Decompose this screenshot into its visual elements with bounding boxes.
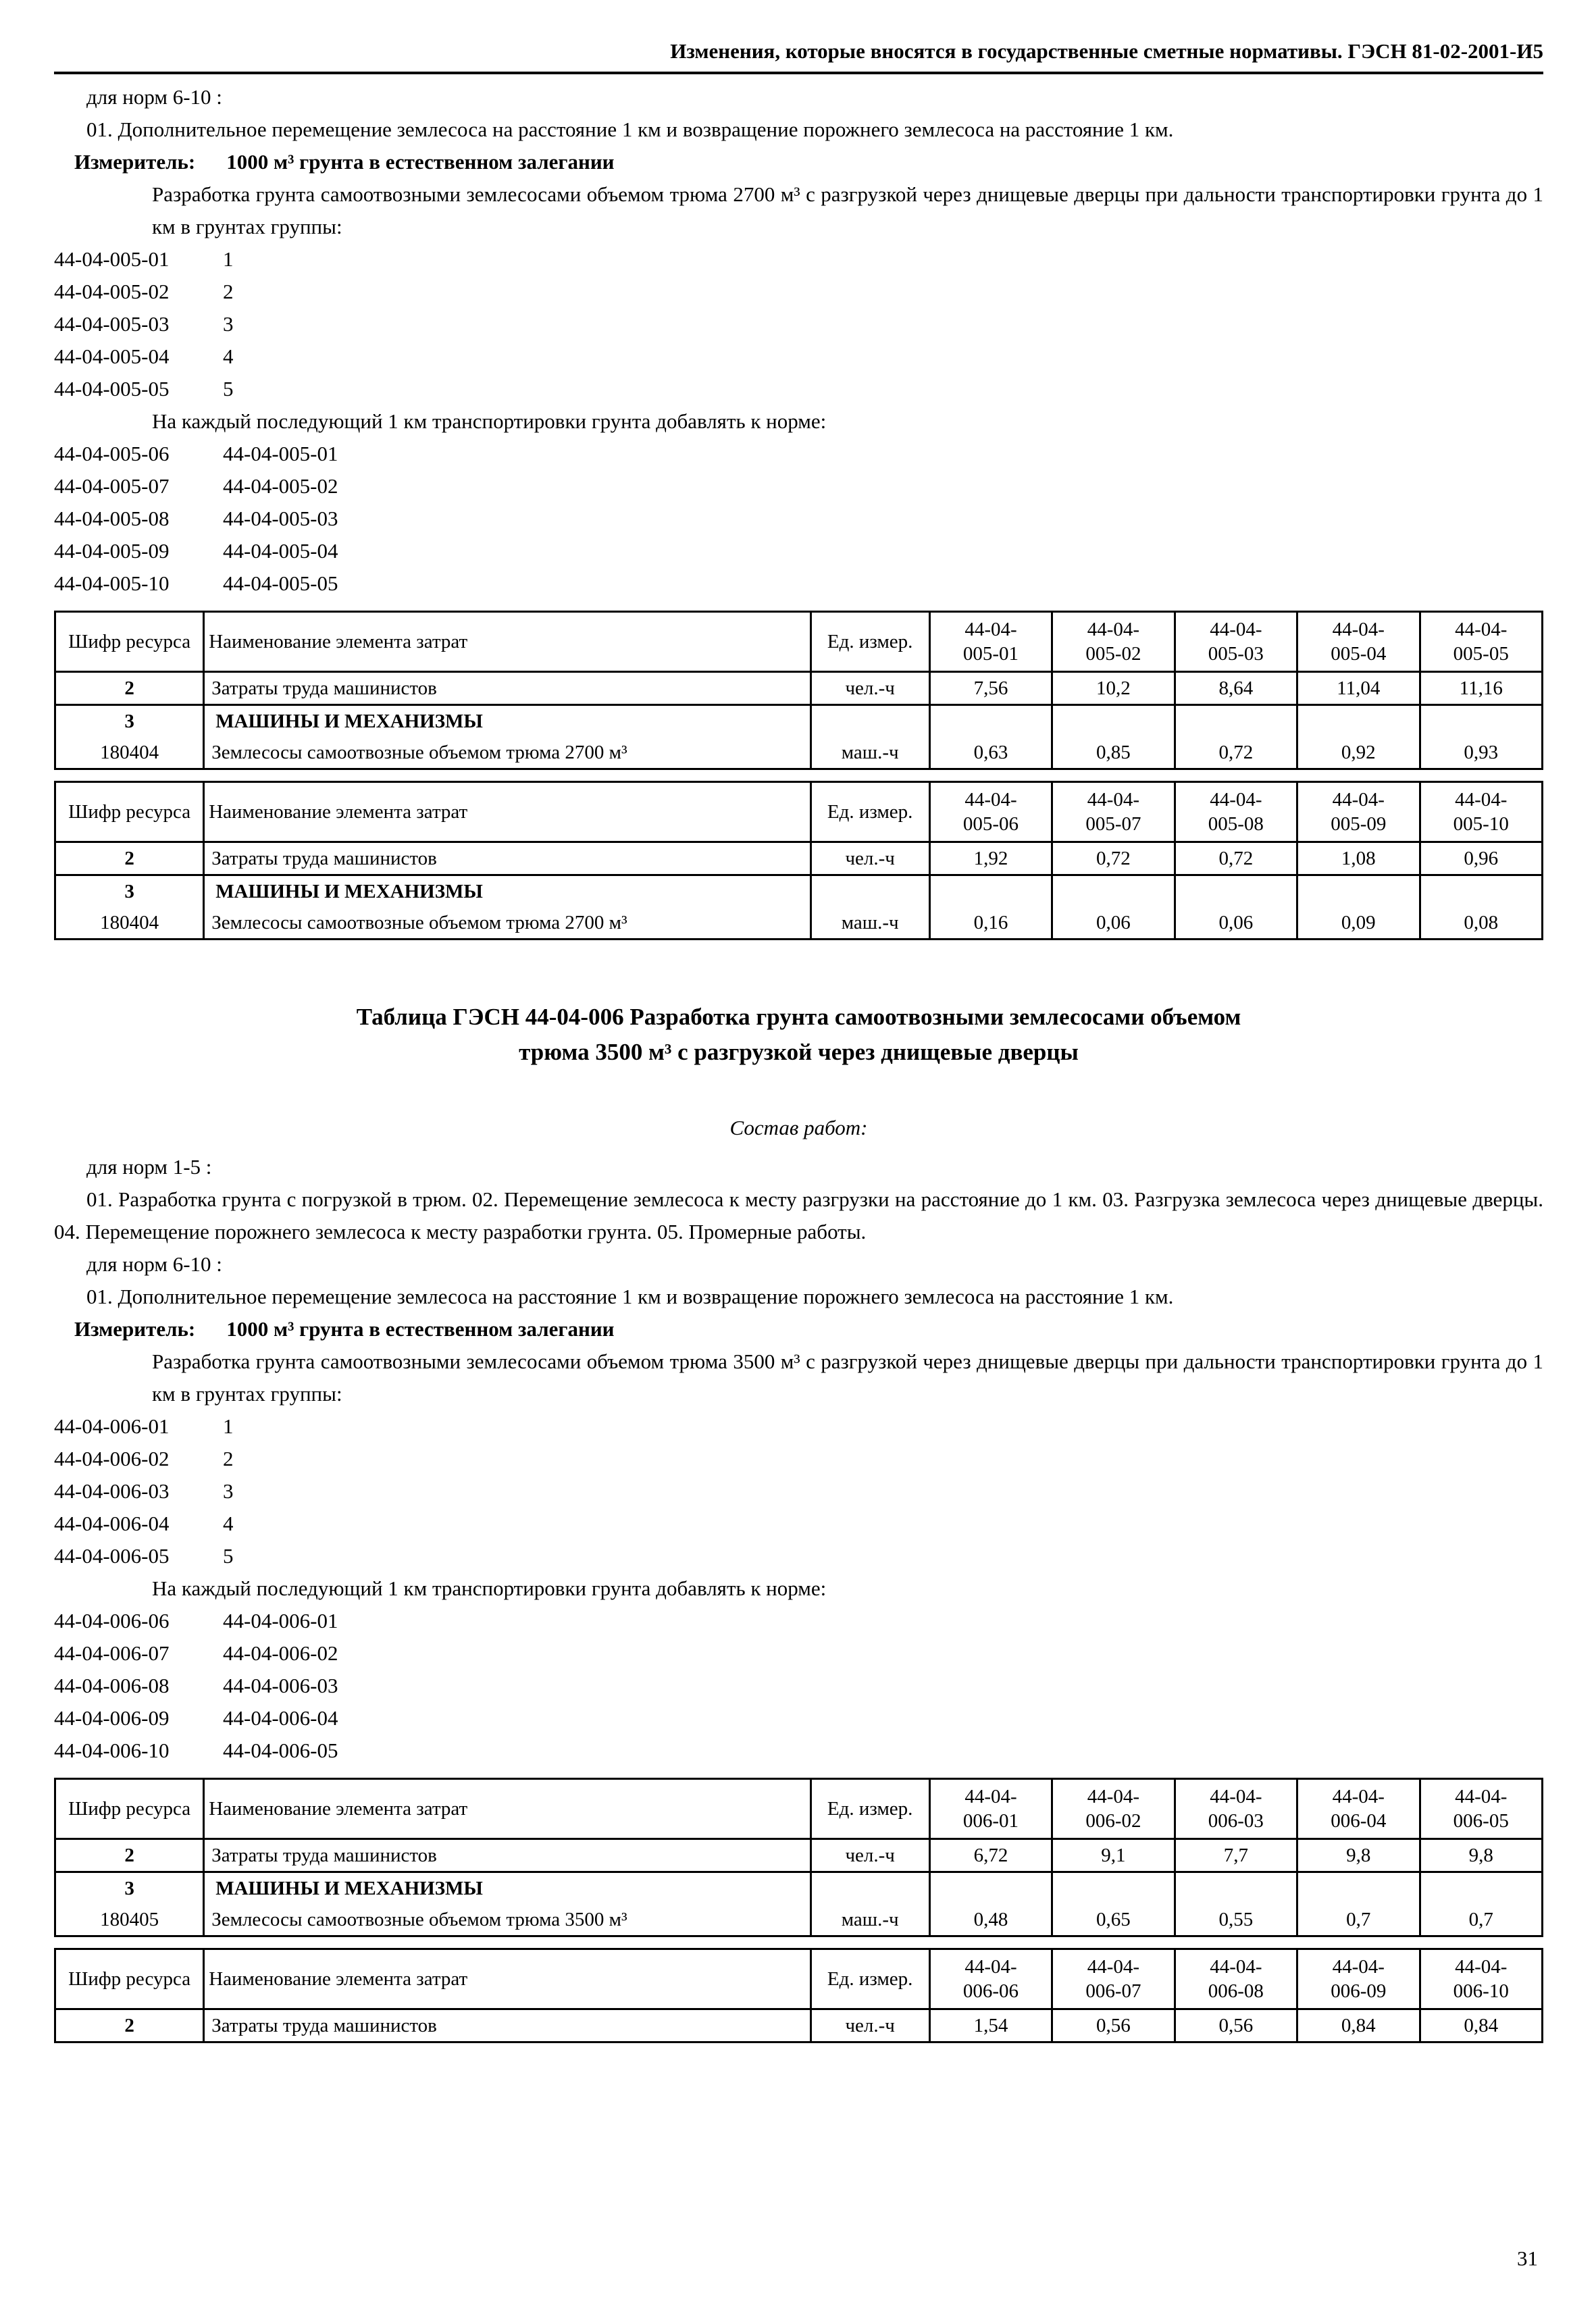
meter-line bbox=[54, 1313, 1543, 1345]
norm-code-row bbox=[54, 1670, 1543, 1702]
norm-code: 44-04-006-02 bbox=[54, 1447, 170, 1470]
value-cell: 0,93 bbox=[1420, 737, 1542, 769]
table-header-row bbox=[55, 782, 1543, 842]
norm-code-line: 44-04- bbox=[1332, 789, 1385, 811]
value-cell bbox=[929, 1872, 1052, 1905]
header-norm-code-cell bbox=[1420, 782, 1542, 842]
value-cell: 9,8 bbox=[1420, 1839, 1542, 1872]
norm-code: 44-04-005-01 bbox=[54, 247, 170, 271]
header-norm-code-cell bbox=[929, 1779, 1052, 1839]
norm-code-row bbox=[54, 1508, 1543, 1540]
norms-6-10-text: 01. Дополнительное перемещение землесоса на расстояние 1 км и возвращение порожнего землесоса на расстояние 1 км. bbox=[86, 118, 1174, 141]
value-cell: 0,16 bbox=[929, 907, 1052, 940]
norm-table-006-6-10 bbox=[54, 1948, 1543, 2043]
header-resource-cell: Шифр ресурса bbox=[55, 782, 204, 842]
norm-group-value: 3 bbox=[223, 1479, 234, 1503]
table-row-machine-resource bbox=[55, 737, 1543, 769]
cost-name-cell: Затраты труда машинистов bbox=[204, 672, 810, 705]
norm-code: 44-04-006-07 bbox=[54, 1641, 170, 1665]
header-norm-code-cell bbox=[1052, 1949, 1175, 2009]
value-cell bbox=[1175, 1872, 1297, 1905]
value-cell bbox=[1297, 1872, 1420, 1905]
header-resource-cell: Шифр ресурса bbox=[55, 612, 204, 672]
value-cell: 0,65 bbox=[1052, 1904, 1175, 1936]
value-cell bbox=[1420, 705, 1542, 738]
header-norm-code-cell bbox=[1175, 1949, 1297, 2009]
section-006 bbox=[54, 1151, 1543, 2043]
norm-code: 44-04-006-06 bbox=[54, 1609, 170, 1632]
value-cell: 0,72 bbox=[1175, 737, 1297, 769]
unit-cell: маш.-ч bbox=[810, 907, 929, 940]
table-row-labor bbox=[55, 842, 1543, 875]
value-cell: 0,08 bbox=[1420, 907, 1542, 940]
table-header-row bbox=[55, 1949, 1543, 2009]
norm-code-line: 006-09 bbox=[1331, 1980, 1387, 2002]
norm-code-row bbox=[54, 503, 1543, 535]
norm-code-row bbox=[54, 438, 1543, 470]
norm-code-row bbox=[54, 243, 1543, 276]
resource-code-cell: 3 bbox=[55, 1872, 204, 1905]
norm-code-line: 006-06 bbox=[962, 1980, 1019, 2002]
add-note: На каждый последующий 1 км транспортировки грунта добавлять к норме: bbox=[152, 409, 827, 433]
norm-code: 44-04-005-06 bbox=[54, 442, 170, 465]
norm-base-code: 44-04-006-04 bbox=[223, 1706, 338, 1730]
norm-code-row bbox=[54, 1702, 1543, 1734]
value-cell bbox=[1052, 705, 1175, 738]
unit-cell bbox=[810, 1872, 929, 1905]
resource-code-cell: 2 bbox=[55, 2009, 204, 2042]
norm-code: 44-04-006-09 bbox=[54, 1706, 170, 1730]
header-norm-code-cell bbox=[929, 782, 1052, 842]
norm-code-line: 44-04- bbox=[1210, 789, 1262, 811]
norm-code-line: 44-04- bbox=[1087, 1786, 1140, 1807]
value-cell: 0,09 bbox=[1297, 907, 1420, 940]
resource-code-cell: 2 bbox=[55, 842, 204, 875]
norm-code-line: 005-07 bbox=[1085, 813, 1141, 835]
value-cell bbox=[1297, 705, 1420, 738]
header-norm-code-cell bbox=[1420, 1949, 1542, 2009]
norm-code-line: 006-05 bbox=[1453, 1810, 1509, 1832]
value-cell: 11,16 bbox=[1420, 672, 1542, 705]
value-cell: 0,92 bbox=[1297, 737, 1420, 769]
value-cell bbox=[1052, 875, 1175, 908]
value-cell: 0,72 bbox=[1052, 842, 1175, 875]
norm-code-line: 44-04- bbox=[1210, 1956, 1262, 1978]
value-cell: 0,56 bbox=[1175, 2009, 1297, 2042]
resource-code-cell: 2 bbox=[55, 672, 204, 705]
header-norm-code-cell bbox=[1297, 782, 1420, 842]
norm-code-line: 44-04- bbox=[1210, 619, 1262, 640]
norm-code: 44-04-006-03 bbox=[54, 1479, 170, 1503]
norm-code-row bbox=[54, 567, 1543, 600]
norm-code-row bbox=[54, 1540, 1543, 1572]
norm-base-code: 44-04-006-05 bbox=[223, 1739, 338, 1762]
norm-code-line: 44-04- bbox=[964, 1786, 1017, 1807]
header-norm-code-cell bbox=[1297, 1949, 1420, 2009]
cost-name-cell: Землесосы самоотвозные объемом трюма 3500 м³ bbox=[204, 1904, 810, 1936]
resource-code-cell: 180404 bbox=[55, 907, 204, 940]
norm-code: 44-04-006-04 bbox=[54, 1512, 170, 1535]
value-cell: 1,08 bbox=[1297, 842, 1420, 875]
value-cell: 6,72 bbox=[929, 1839, 1052, 1872]
header-norm-code-cell bbox=[1297, 612, 1420, 672]
table-header-row bbox=[55, 612, 1543, 672]
norm-code: 44-04-005-02 bbox=[54, 280, 170, 303]
norm-group-value: 1 bbox=[223, 1414, 234, 1438]
cost-name-cell: Землесосы самоотвозные объемом трюма 2700 м³ bbox=[204, 907, 810, 940]
norm-code: 44-04-005-09 bbox=[54, 539, 170, 563]
meter-value: 1000 м³ грунта в естественном залегании bbox=[226, 1317, 615, 1341]
value-cell bbox=[1420, 875, 1542, 908]
norm-table-006-1-5 bbox=[54, 1778, 1543, 1937]
norm-group-value: 4 bbox=[223, 1512, 234, 1535]
header-norm-code-cell bbox=[1052, 1779, 1175, 1839]
norm-code: 44-04-006-01 bbox=[54, 1414, 170, 1438]
table-006-title bbox=[54, 1000, 1543, 1070]
value-cell: 0,55 bbox=[1175, 1904, 1297, 1936]
value-cell: 0,7 bbox=[1420, 1904, 1542, 1936]
norm-code-line: 005-08 bbox=[1208, 813, 1264, 835]
norm-code-row bbox=[54, 308, 1543, 340]
value-cell bbox=[1175, 875, 1297, 908]
header-norm-code-cell bbox=[929, 612, 1052, 672]
norm-code-line: 44-04- bbox=[1332, 1786, 1385, 1807]
norm-code: 44-04-006-08 bbox=[54, 1674, 170, 1697]
norm-code-line: 44-04- bbox=[964, 619, 1017, 640]
norm-code: 44-04-006-05 bbox=[54, 1544, 170, 1568]
norm-code-line: 44-04- bbox=[1455, 619, 1508, 640]
norm-base-code: 44-04-005-01 bbox=[223, 442, 338, 465]
header-norm-code-cell bbox=[929, 1949, 1052, 2009]
norm-code-row bbox=[54, 1475, 1543, 1508]
norm-code-row bbox=[54, 470, 1543, 503]
header-cost-name-cell: Наименование элемента затрат bbox=[204, 1779, 810, 1839]
norm-code: 44-04-006-10 bbox=[54, 1739, 170, 1762]
norm-code-row bbox=[54, 276, 1543, 308]
page-number: 31 bbox=[1517, 2246, 1538, 2270]
value-cell bbox=[1052, 1872, 1175, 1905]
table-row-machines-header bbox=[55, 875, 1543, 908]
norm-group-value: 4 bbox=[223, 344, 234, 368]
norm-group-value: 5 bbox=[223, 1544, 234, 1568]
norm-group-value: 5 bbox=[223, 377, 234, 401]
resource-code-cell: 180405 bbox=[55, 1904, 204, 1936]
cost-name-cell: Затраты труда машинистов bbox=[204, 842, 810, 875]
norm-code: 44-04-005-10 bbox=[54, 571, 170, 595]
norm-group-value: 2 bbox=[223, 1447, 234, 1470]
add-note: На каждый последующий 1 км транспортировки грунта добавлять к норме: bbox=[152, 1576, 827, 1600]
norm-code-row bbox=[54, 1443, 1543, 1475]
norm-code-row bbox=[54, 1410, 1543, 1443]
resource-code-cell: 3 bbox=[55, 705, 204, 738]
value-cell: 0,84 bbox=[1297, 2009, 1420, 2042]
norm-code-line: 44-04- bbox=[964, 789, 1017, 811]
header-norm-code-cell bbox=[1175, 1779, 1297, 1839]
value-cell bbox=[1297, 875, 1420, 908]
norm-base-code: 44-04-006-02 bbox=[223, 1641, 338, 1665]
norm-code-row bbox=[54, 1637, 1543, 1670]
norm-table-005-1-5 bbox=[54, 611, 1543, 770]
value-cell bbox=[929, 875, 1052, 908]
table-row-labor bbox=[55, 2009, 1543, 2042]
cost-name-cell: МАШИНЫ И МЕХАНИЗМЫ bbox=[204, 875, 810, 908]
norm-code-row bbox=[54, 373, 1543, 405]
norm-code-line: 44-04- bbox=[1087, 1956, 1140, 1978]
header-resource-cell: Шифр ресурса bbox=[55, 1949, 204, 2009]
value-cell: 7,7 bbox=[1175, 1839, 1297, 1872]
value-cell bbox=[1420, 1872, 1542, 1905]
norm-code: 44-04-005-05 bbox=[54, 377, 170, 401]
cost-name-cell: Затраты труда машинистов bbox=[204, 1839, 810, 1872]
norm-code-row bbox=[54, 340, 1543, 373]
table-header-row bbox=[55, 1779, 1543, 1839]
header-cost-name-cell: Наименование элемента затрат bbox=[204, 782, 810, 842]
table-006-title-line2: трюма 3500 м³ с разгрузкой через днищевые дверцы bbox=[519, 1039, 1079, 1065]
norm-code-row bbox=[54, 1605, 1543, 1637]
resource-code-cell: 3 bbox=[55, 875, 204, 908]
value-cell: 11,04 bbox=[1297, 672, 1420, 705]
header-norm-code-cell bbox=[1420, 1779, 1542, 1839]
unit-cell: чел.-ч bbox=[810, 672, 929, 705]
norm-code-line: 005-01 bbox=[962, 643, 1019, 665]
norm-code-line: 005-09 bbox=[1331, 813, 1387, 835]
norms-1-5-text: 01. Разработка грунта с погрузкой в трюм. 02. Перемещение землесоса к месту разгрузки на расстояние до 1 км. 03. Разгрузка землесоса через днищевые дверцы. 04. Перемещение порожнего землесоса к месту разработки грунта. 05. Промерные работы. bbox=[54, 1187, 1543, 1243]
meter-value: 1000 м³ грунта в естественном залегании bbox=[226, 150, 615, 174]
norms-6-10-label: для норм 6-10 : bbox=[86, 1252, 222, 1276]
header-norm-code-cell bbox=[1052, 612, 1175, 672]
value-cell: 0,06 bbox=[1175, 907, 1297, 940]
norm-code-line: 44-04- bbox=[1210, 1786, 1262, 1807]
table-006-title-line1: Таблица ГЭСН 44-04-006 Разработка грунта самоотвозными землесосами объемом bbox=[356, 1004, 1241, 1030]
composition-label: Состав работ: bbox=[729, 1116, 868, 1139]
value-cell: 8,64 bbox=[1175, 672, 1297, 705]
norm-base-code: 44-04-005-02 bbox=[223, 474, 338, 498]
header-cost-name-cell: Наименование элемента затрат bbox=[204, 612, 810, 672]
value-cell: 9,8 bbox=[1297, 1839, 1420, 1872]
unit-cell: маш.-ч bbox=[810, 1904, 929, 1936]
norm-code-line: 005-03 bbox=[1208, 643, 1264, 665]
value-cell bbox=[929, 705, 1052, 738]
value-cell: 0,7 bbox=[1297, 1904, 1420, 1936]
page-header bbox=[54, 35, 1543, 74]
norms-1-5-label: для норм 1-5 : bbox=[86, 1155, 212, 1179]
header-norm-code-cell bbox=[1420, 612, 1542, 672]
norms-6-10-label: для норм 6-10 : bbox=[86, 85, 222, 109]
norm-code-line: 006-01 bbox=[962, 1810, 1019, 1832]
header-norm-code-cell bbox=[1297, 1779, 1420, 1839]
table-row-labor bbox=[55, 672, 1543, 705]
meter-label: Измеритель: bbox=[74, 150, 196, 174]
norm-code-row bbox=[54, 1734, 1543, 1767]
unit-cell: чел.-ч bbox=[810, 2009, 929, 2042]
cost-name-cell: Затраты труда машинистов bbox=[204, 2009, 810, 2042]
header-unit-cell: Ед. измер. bbox=[810, 1949, 929, 2009]
norm-group-value: 2 bbox=[223, 280, 234, 303]
norm-code-line: 006-04 bbox=[1331, 1810, 1387, 1832]
norm-code-line: 44-04- bbox=[964, 1956, 1017, 1978]
value-cell: 0,06 bbox=[1052, 907, 1175, 940]
table-row-labor bbox=[55, 1839, 1543, 1872]
norm-code: 44-04-005-07 bbox=[54, 474, 170, 498]
norm-code-row bbox=[54, 535, 1543, 567]
norm-code-line: 005-06 bbox=[962, 813, 1019, 835]
cost-name-cell: Землесосы самоотвозные объемом трюма 2700 м³ bbox=[204, 737, 810, 769]
unit-cell: чел.-ч bbox=[810, 842, 929, 875]
section-005 bbox=[54, 81, 1543, 940]
header-resource-cell: Шифр ресурса bbox=[55, 1779, 204, 1839]
resource-code-cell: 2 bbox=[55, 1839, 204, 1872]
norm-code-line: 44-04- bbox=[1332, 619, 1385, 640]
value-cell: 0,84 bbox=[1420, 2009, 1542, 2042]
norm-code: 44-04-005-04 bbox=[54, 344, 170, 368]
value-cell: 1,54 bbox=[929, 2009, 1052, 2042]
value-cell: 0,63 bbox=[929, 737, 1052, 769]
header-cost-name-cell: Наименование элемента затрат bbox=[204, 1949, 810, 2009]
value-cell: 7,56 bbox=[929, 672, 1052, 705]
table-row-machine-resource bbox=[55, 1904, 1543, 1936]
unit-cell bbox=[810, 705, 929, 738]
header-unit-cell: Ед. измер. bbox=[810, 612, 929, 672]
table-row-machines-header bbox=[55, 1872, 1543, 1905]
intro-paragraph: Разработка грунта самоотвозными землесосами объемом трюма 2700 м³ с разгрузкой через днищевые дверцы при дальности транспортировки грунта до 1 км в грунтах группы: bbox=[152, 182, 1543, 238]
norm-base-code: 44-04-005-05 bbox=[223, 571, 338, 595]
cost-name-cell: МАШИНЫ И МЕХАНИЗМЫ bbox=[204, 1872, 810, 1905]
value-cell: 0,96 bbox=[1420, 842, 1542, 875]
table-row-machine-resource bbox=[55, 907, 1543, 940]
norm-group-value: 3 bbox=[223, 312, 234, 336]
value-cell: 9,1 bbox=[1052, 1839, 1175, 1872]
norm-code-line: 005-02 bbox=[1085, 643, 1141, 665]
norms-6-10-text: 01. Дополнительное перемещение землесоса на расстояние 1 км и возвращение порожнего землесоса на расстояние 1 км. bbox=[86, 1285, 1174, 1308]
value-cell bbox=[1175, 705, 1297, 738]
norm-code-line: 005-05 bbox=[1453, 643, 1509, 665]
header-norm-code-cell bbox=[1052, 782, 1175, 842]
unit-cell bbox=[810, 875, 929, 908]
norm-code-line: 006-08 bbox=[1208, 1980, 1264, 2002]
table-row-machines-header bbox=[55, 705, 1543, 738]
value-cell: 10,2 bbox=[1052, 672, 1175, 705]
norm-code: 44-04-005-08 bbox=[54, 507, 170, 530]
norm-code: 44-04-005-03 bbox=[54, 312, 170, 336]
norm-base-code: 44-04-006-03 bbox=[223, 1674, 338, 1697]
norm-code-line: 006-07 bbox=[1085, 1980, 1141, 2002]
header-unit-cell: Ед. измер. bbox=[810, 1779, 929, 1839]
meter-line bbox=[54, 146, 1543, 178]
unit-cell: маш.-ч bbox=[810, 737, 929, 769]
norm-table-005-6-10 bbox=[54, 781, 1543, 940]
cost-name-cell: МАШИНЫ И МЕХАНИЗМЫ bbox=[204, 705, 810, 738]
value-cell: 0,85 bbox=[1052, 737, 1175, 769]
norm-code-line: 44-04- bbox=[1455, 1956, 1508, 1978]
norm-code-line: 006-03 bbox=[1208, 1810, 1264, 1832]
intro-paragraph: Разработка грунта самоотвозными землесосами объемом трюма 3500 м³ с разгрузкой через днищевые дверцы при дальности транспортировки грунта до 1 км в грунтах группы: bbox=[152, 1349, 1543, 1406]
norm-code-line: 44-04- bbox=[1332, 1956, 1385, 1978]
value-cell: 0,48 bbox=[929, 1904, 1052, 1936]
norm-code-line: 44-04- bbox=[1455, 1786, 1508, 1807]
norm-base-code: 44-04-005-04 bbox=[223, 539, 338, 563]
norm-code-line: 44-04- bbox=[1087, 619, 1140, 640]
norm-code-line: 006-10 bbox=[1453, 1980, 1509, 2002]
resource-code-cell: 180404 bbox=[55, 737, 204, 769]
header-unit-cell: Ед. измер. bbox=[810, 782, 929, 842]
norm-code-line: 006-02 bbox=[1085, 1810, 1141, 1832]
meter-label: Измеритель: bbox=[74, 1317, 196, 1341]
header-norm-code-cell bbox=[1175, 782, 1297, 842]
norm-base-code: 44-04-005-03 bbox=[223, 507, 338, 530]
norm-code-line: 44-04- bbox=[1455, 789, 1508, 811]
value-cell: 0,56 bbox=[1052, 2009, 1175, 2042]
norm-code-line: 44-04- bbox=[1087, 789, 1140, 811]
page-header-title: Изменения, которые вносятся в государственные сметные нормативы. ГЭСН 81-02-2001-И5 bbox=[670, 39, 1543, 63]
value-cell: 0,72 bbox=[1175, 842, 1297, 875]
header-norm-code-cell bbox=[1175, 612, 1297, 672]
value-cell: 1,92 bbox=[929, 842, 1052, 875]
norm-base-code: 44-04-006-01 bbox=[223, 1609, 338, 1632]
norm-group-value: 1 bbox=[223, 247, 234, 271]
unit-cell: чел.-ч bbox=[810, 1839, 929, 1872]
norm-code-line: 005-04 bbox=[1331, 643, 1387, 665]
norm-code-line: 005-10 bbox=[1453, 813, 1509, 835]
